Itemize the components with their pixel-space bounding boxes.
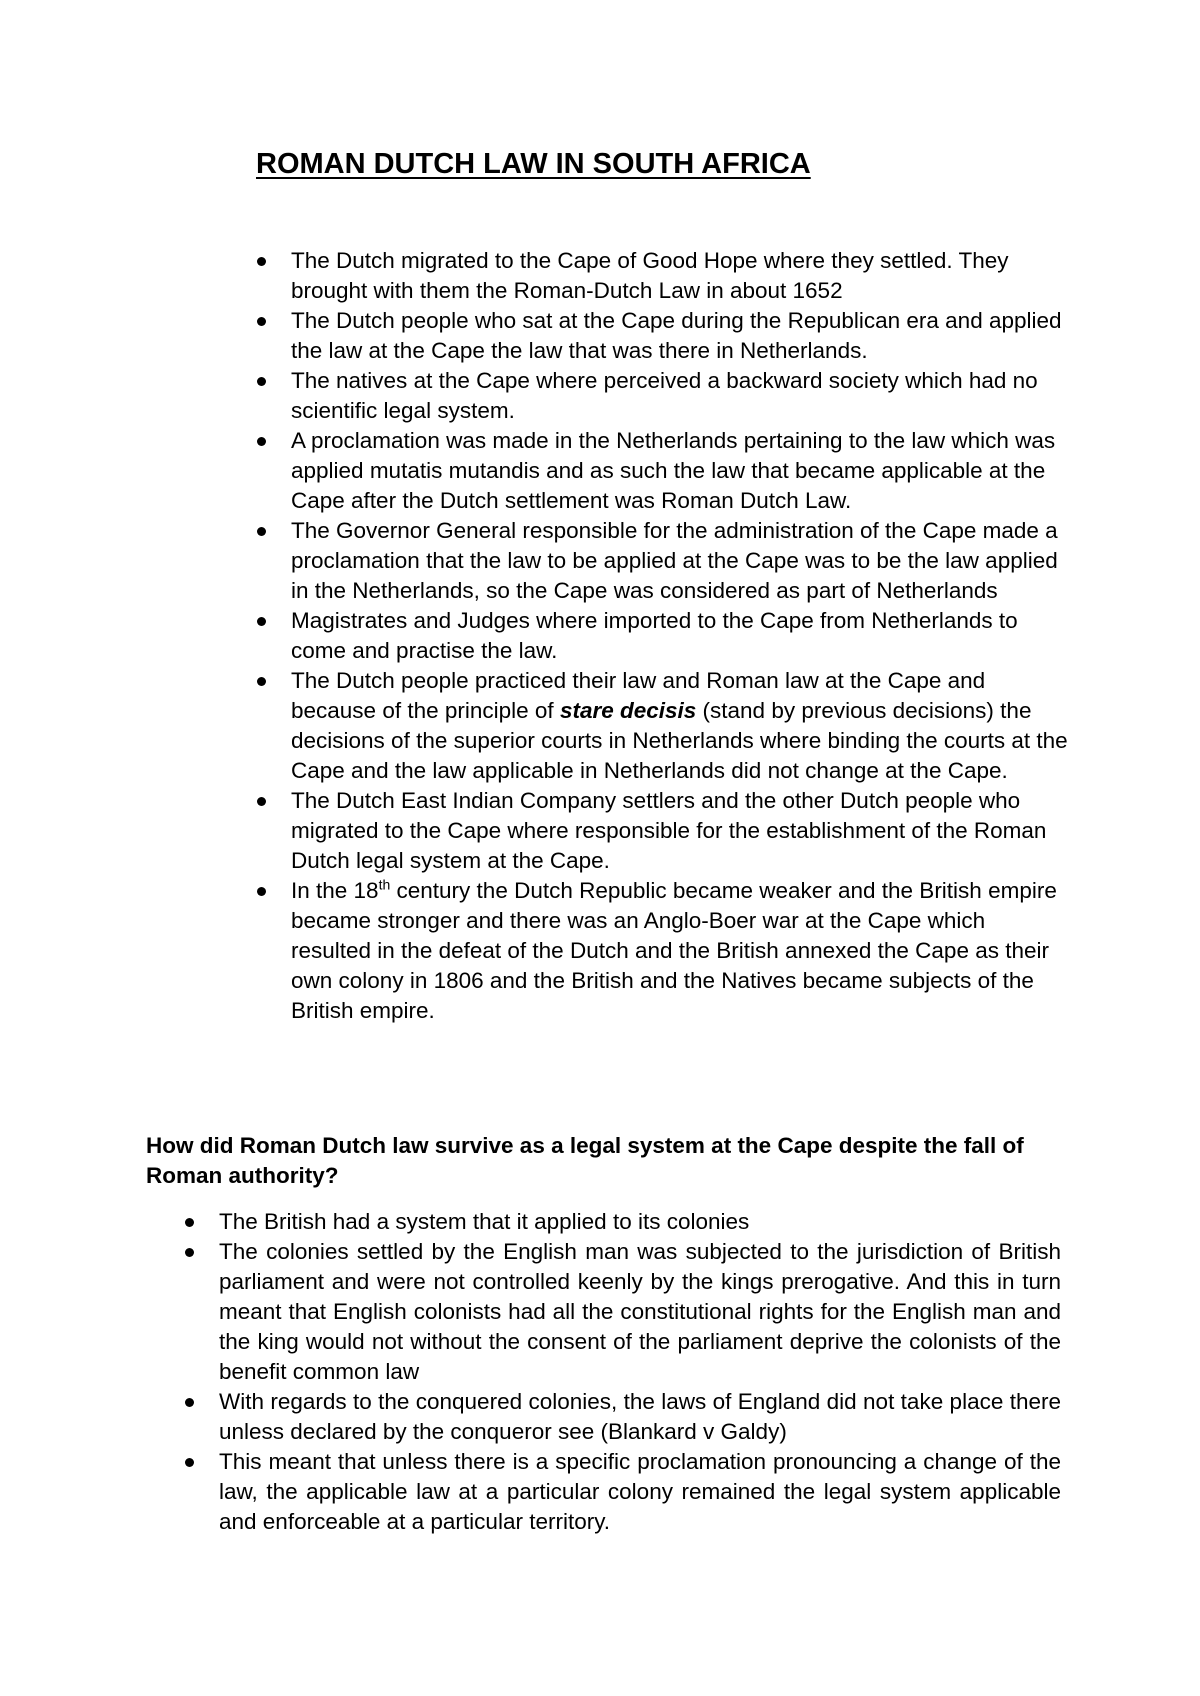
bullet-icon (185, 1458, 194, 1467)
list-item (291, 606, 1071, 666)
list-item (291, 786, 1071, 876)
list-item-text: The Dutch East Indian Company settlers and the other Dutch people who migrated to the Cape where responsible for the establishment of the Roman Dutch legal system at the Cape. (291, 788, 1047, 873)
bullet-icon (257, 437, 266, 446)
bullet-icon (257, 677, 266, 686)
bullet-icon (257, 797, 266, 806)
history-bullet-list (291, 246, 1071, 1026)
bullet-icon (257, 257, 266, 266)
stare-decisis-emphasis: stare decisis (559, 698, 697, 723)
list-item (291, 246, 1071, 306)
list-item-text: The British had a system that it applied to its colonies (219, 1209, 750, 1234)
list-item-text: A proclamation was made in the Netherlands pertaining to the law which was applied mutatis mutandis and as such the law that became applicable at the Cape after the Dutch settlement was Roman Dutch Law. (291, 428, 1056, 513)
list-item-text: The Dutch people practiced their law and Roman law at the Cape and because of the principle of (291, 668, 986, 723)
list-item-text: The natives at the Cape where perceived a backward society which had no scientific legal system. (291, 368, 1038, 423)
list-item (291, 306, 1071, 366)
bullet-icon (185, 1218, 194, 1227)
list-item-text: In the 18 (291, 878, 379, 903)
bullet-icon (257, 377, 266, 386)
question-heading: How did Roman Dutch law survive as a legal system at the Cape despite the fall of Roman authority? (146, 1133, 1024, 1188)
page-title: ROMAN DUTCH LAW IN SOUTH AFRICA (256, 148, 811, 180)
list-item (219, 1237, 1061, 1387)
list-item (219, 1207, 1061, 1237)
list-item-text: Magistrates and Judges where imported to the Cape from Netherlands to come and practise the law. (291, 608, 1018, 663)
list-item (291, 666, 1071, 786)
bullet-icon (257, 617, 266, 626)
bullet-icon (185, 1248, 194, 1257)
list-item (219, 1387, 1061, 1447)
list-item (291, 366, 1071, 426)
list-item (291, 516, 1071, 606)
bullet-icon (185, 1398, 194, 1407)
list-item-text: century the Dutch Republic became weaker and the British empire became stronger and there was an Anglo-Boer war at the Cape which resulted in the defeat of the Dutch and the British annexed the Cape as their own colony in 1806 and the British and the Natives became subjects of the British empire. (291, 878, 1057, 1023)
answer-bullet-list (219, 1207, 1061, 1537)
list-item-text: This meant that unless there is a specific proclamation pronouncing a change of the law, the applicable law at a particular colony remained the legal system applicable and enforceable at a particular territory. (219, 1449, 1061, 1534)
bullet-icon (257, 317, 266, 326)
list-item (291, 876, 1071, 1026)
list-item (291, 426, 1071, 516)
ordinal-superscript: th (378, 876, 391, 893)
list-item-text: With regards to the conquered colonies, the laws of England did not take place there unless declared by the conqueror see (Blankard v Galdy) (219, 1389, 1061, 1444)
list-item-text: The colonies settled by the English man was subjected to the jurisdiction of British parliament and were not controlled keenly by the kings prerogative. And this in turn meant that English colonists had all the constitutional rights for the English man and the king would not without the consent of the parliament deprive the colonists of the benefit common law (219, 1239, 1061, 1384)
list-item-text: (stand by previous decisions) the decisions of the superior courts in Netherlands where binding the courts at the Cape and the law applicable in Netherlands did not change at the Cape. (291, 698, 1068, 783)
list-item-text: The Dutch people who sat at the Cape during the Republican era and applied the law at the Cape the law that was there in Netherlands. (291, 308, 1062, 363)
bullet-icon (257, 887, 266, 896)
list-item (219, 1447, 1061, 1537)
bullet-icon (257, 527, 266, 536)
list-item-text: The Governor General responsible for the administration of the Cape made a proclamation that the law to be applied at the Cape was to be the law applied in the Netherlands, so the Cape was considered as part of Netherlands (291, 518, 1058, 603)
list-item-text: The Dutch migrated to the Cape of Good Hope where they settled. They brought with them the Roman-Dutch Law in about 1652 (291, 248, 1009, 303)
